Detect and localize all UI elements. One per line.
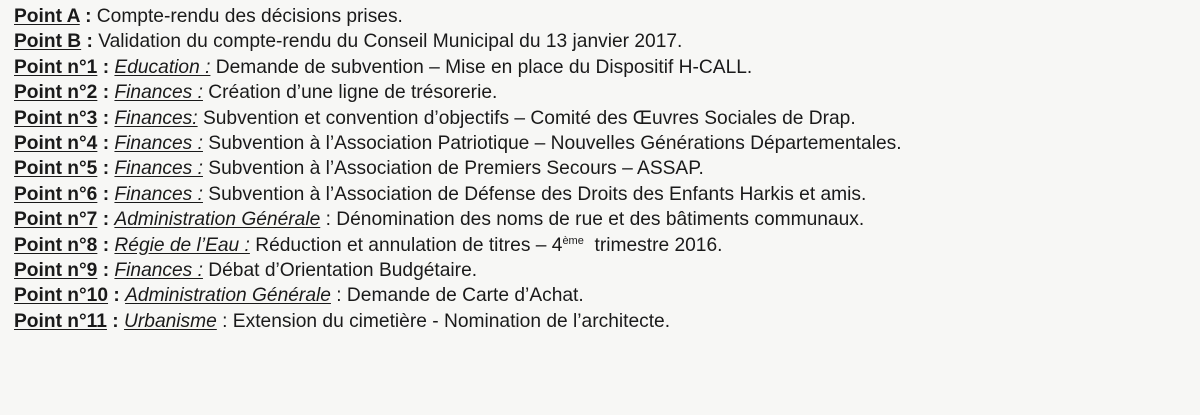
agenda-item-3 xyxy=(14,106,1200,131)
separator: : xyxy=(79,6,97,27)
agenda-item-10 xyxy=(14,283,1200,308)
separator: : xyxy=(108,285,126,307)
agenda-item-9 xyxy=(14,258,1200,283)
point-text: Débat d’Orientation Budgétaire. xyxy=(202,259,478,281)
point-text: Validation du compte-rendu du Conseil Municipal du 13 janvier 2017. xyxy=(98,31,683,53)
point-label: Point B xyxy=(14,31,82,53)
separator: : xyxy=(97,82,115,104)
point-category: Administration Générale xyxy=(125,285,331,307)
point-text: Subvention à l’Association de Premiers Secours – ASSAP. xyxy=(202,158,704,180)
agenda-item-7 xyxy=(14,207,1200,232)
separator: : xyxy=(81,31,99,53)
point-category: Finances : xyxy=(114,132,203,154)
agenda-item-6 xyxy=(14,182,1200,207)
point-category: Education : xyxy=(114,56,211,78)
point-label: Point n°1 xyxy=(14,56,98,78)
point-text: Demande de subvention – Mise en place du Dispositif H-CALL. xyxy=(210,56,753,78)
separator: : xyxy=(97,234,115,256)
point-category: Urbanisme xyxy=(124,310,217,332)
point-label: Point A xyxy=(14,6,80,27)
point-label: Point n°9 xyxy=(14,259,98,281)
point-category: Finances : xyxy=(114,259,203,281)
point-text: Subvention à l’Association Patriotique – Nouvelles Générations Départementales. xyxy=(202,132,902,154)
point-label: Point n°5 xyxy=(14,158,98,180)
agenda-item-4 xyxy=(14,131,1200,156)
agenda-item-b xyxy=(14,29,1200,54)
agenda-item-1 xyxy=(14,55,1200,80)
point-label: Point n°4 xyxy=(14,132,98,154)
point-label: Point n°7 xyxy=(14,209,98,231)
point-label: Point n°11 xyxy=(14,310,107,332)
point-category: Finances: xyxy=(114,107,198,129)
separator: : xyxy=(106,310,125,332)
point-label: Point n°6 xyxy=(14,183,98,205)
point-label: Point n°2 xyxy=(14,82,98,104)
point-text: Compte-rendu des décisions prises. xyxy=(96,6,403,27)
separator: : xyxy=(97,107,115,129)
separator: : xyxy=(97,56,115,78)
point-text: : Dénomination des noms de rue et des bâtiments communaux. xyxy=(320,209,865,231)
point-text: : Extension du cimetière - Nomination de l’architecte. xyxy=(216,310,671,332)
point-text: Création d’une ligne de trésorerie. xyxy=(202,82,498,104)
agenda-item-8 xyxy=(14,233,1200,258)
point-label: Point n°10 xyxy=(14,285,109,307)
point-text: Subvention à l’Association de Défense des Droits des Enfants Harkis et amis. xyxy=(202,183,867,205)
point-category: Finances : xyxy=(114,158,203,180)
point-text: Réduction et annulation de titres – 4 xyxy=(249,234,563,256)
point-category: Finances : xyxy=(114,82,203,104)
separator: : xyxy=(97,259,115,281)
separator: : xyxy=(97,158,115,180)
agenda-item-a xyxy=(14,4,1200,29)
ordinal-superscript: ème xyxy=(562,234,584,247)
point-text-after: trimestre 2016. xyxy=(583,234,723,256)
point-label: Point n°8 xyxy=(14,234,98,256)
point-category: Administration Générale xyxy=(114,209,321,231)
agenda-item-2 xyxy=(14,80,1200,105)
point-category: Finances : xyxy=(114,183,203,205)
agenda-item-5 xyxy=(14,156,1200,181)
point-label: Point n°3 xyxy=(14,107,98,129)
agenda-item-11 xyxy=(14,309,1200,334)
point-text: : Demande de Carte d’Achat. xyxy=(330,285,584,307)
separator: : xyxy=(97,132,115,154)
separator: : xyxy=(97,183,115,205)
point-text: Subvention et convention d’objectifs – Comité des Œuvres Sociales de Drap. xyxy=(197,107,856,129)
point-category: Régie de l’Eau : xyxy=(114,234,250,256)
separator: : xyxy=(97,209,115,231)
